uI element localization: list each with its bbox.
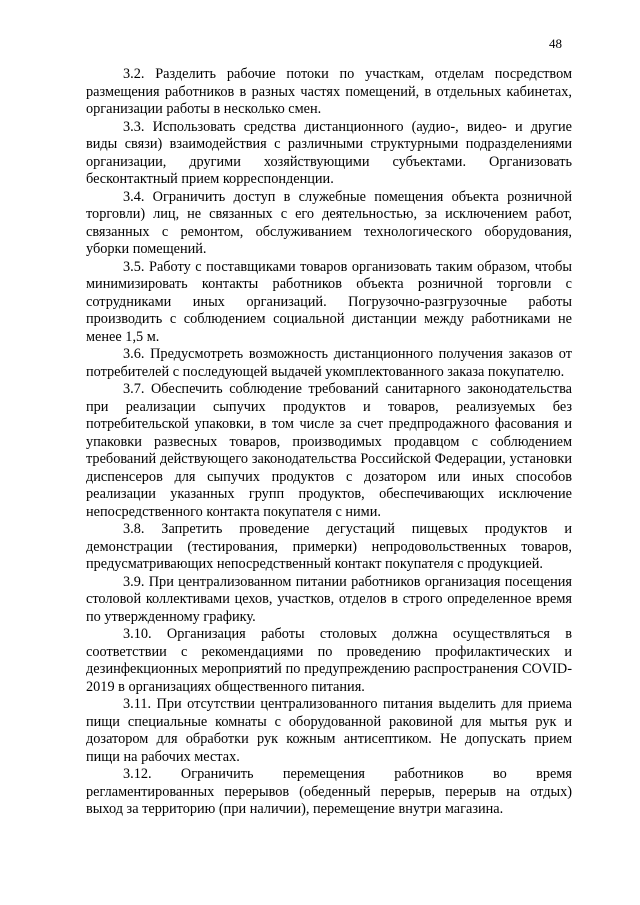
paragraph-3-4: 3.4. Ограничить доступ в служебные помещения объекта розничной торговли) лиц, не связанных с его деятельностью, за исключением работ, связанных с ремонтом, обслуживанием технологического оборудования, уборки помещений. bbox=[86, 188, 572, 257]
document-body bbox=[86, 66, 572, 819]
paragraph-3-9: 3.9. При централизованном питании работников организация посещения столовой коллективами цехов, участков, отделов в строго определенное время по утвержденному графику. bbox=[86, 573, 572, 625]
paragraph-3-8: 3.8. Запретить проведение дегустаций пищевых продуктов и демонстрации (тестирования, примерки) непродовольственных товаров, предусматривающих непосредственный контакт покупателя с продукцией. bbox=[86, 521, 572, 572]
paragraph-3-10: 3.10. Организация работы столовых должна осуществляться в соответствии с рекомендациями по проведению профилактических и дезинфекционных мероприятий по предупреждению распространения COVID-2019 в организациях общественного питания. bbox=[86, 626, 572, 695]
paragraph-3-11: 3.11. При отсутствии централизованного питания выделить для приема пищи специальные комнаты с оборудованной раковиной для мытья рук и дозатором для обработки рук кожным антисептиком. Не допускать прием пищи на рабочих местах. bbox=[86, 696, 572, 765]
paragraph-3-12: 3.12. Ограничить перемещения работников во время регламентированных перерывов (обеденный перерыв, перерыв на отдых) выход за территорию (при наличии), перемещение внутри магазина. bbox=[86, 766, 572, 817]
paragraph-3-5: 3.5. Работу с поставщиками товаров организовать таким образом, чтобы минимизировать контакты работников объекта розничной торговли с сотрудниками иных организаций. Погрузочно-разгрузочные работы производить с соблюдением социальной дистанции между работниками не менее 1,5 м. bbox=[86, 258, 572, 345]
paragraph-3-6: 3.6. Предусмотреть возможность дистанционного получения заказов от потребителей с последующей выдачей укомплектованного заказа покупателю. bbox=[86, 346, 572, 380]
paragraph-3-3: 3.3. Использовать средства дистанционного (аудио-, видео- и другие виды связи) взаимодействия с различными структурными подразделениями организации, другими хозяйствующими субъектами. Организовать бесконтактный прием корреспонденции. bbox=[86, 118, 572, 187]
paragraph-3-7: 3.7. Обеспечить соблюдение требований санитарного законодательства при реализации сыпучих продуктов и товаров, реализуемых без потребительской упаковки, в том числе за счет предпродажного фасования и упаковки развесных товаров, производимых продавцом с соблюдением требований действующего законодательства Российской Федерации, установки диспенсеров для сыпучих продуктов с дозатором или иных способов реализации указанных групп продуктов, обеспечивающих исключение непосредственного контакта покупателя с ними. bbox=[86, 381, 572, 520]
page-number: 48 bbox=[549, 36, 562, 51]
paragraph-3-2: 3.2. Разделить рабочие потоки по участкам, отделам посредством размещения работников в разных частях помещений, в отдельных кабинетах, организации работы в несколько смен. bbox=[86, 66, 572, 117]
